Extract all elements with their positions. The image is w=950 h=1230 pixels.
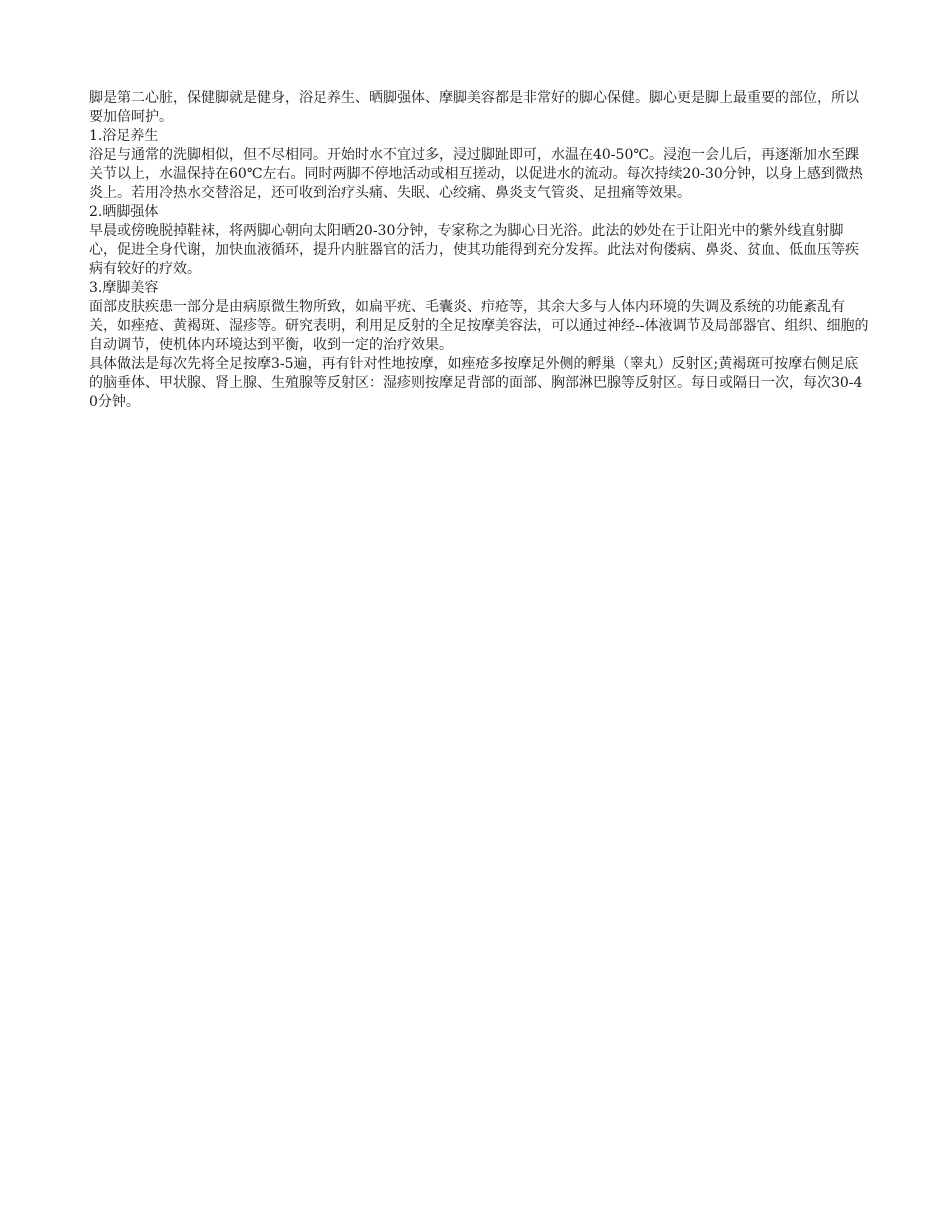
- section-paragraph-massage-1: 面部皮肤疾患一部分是由病原微生物所致，如扁平疣、毛囊炎、疖疮等，其余大多与人体内环境的失调及系统的功能紊乱有关，如痤疮、黄褐斑、湿疹等。研究表明，利用足反射的全足按摩美容法，可以通过神经--体液调节及局部器官、组织、细胞的自动调节，使机体内环境达到平衡，收到一定的治疗效果。: [89, 299, 869, 353]
- section-heading-sunbath: 2.晒脚强体: [89, 204, 159, 220]
- section-paragraph-sunbath: 早晨或傍晚脱掉鞋袜，将两脚心朝向太阳晒20-30分钟，专家称之为脚心日光浴。此法的妙处在于让阳光中的紫外线直射脚心，促进全身代谢，加快血液循环，提升内脏器官的活力，使其功能得到充分发挥。此法对佝偻病、鼻炎、贫血、低血压等疾病有较好的疗效。: [89, 223, 859, 277]
- section-paragraph-bath: 浴足与通常的洗脚相似，但不尽相同。开始时水不宜过多，浸过脚趾即可，水温在40-50℃。浸泡一会儿后，再逐渐加水至踝关节以上，水温保持在60℃左右。同时两脚不停地活动或相互搓动，以促进水的流动。每次持续20-30分钟，以身上感到微热炎上。若用冷热水交替浴足，还可收到治疗头痛、失眠、心绞痛、鼻炎支气管炎、足扭痛等效果。: [89, 147, 863, 201]
- document-page: [89, 89, 869, 412]
- section-heading-massage: 3.摩脚美容: [89, 280, 159, 296]
- section-heading-bath: 1.浴足养生: [89, 128, 159, 144]
- section-paragraph-massage-2: 具体做法是每次先将全足按摩3-5遍，再有针对性地按摩，如痤疮多按摩足外侧的孵巢（睾丸）反射区;黄褐斑可按摩右侧足底的脑垂体、甲状腺、肾上腺、生殖腺等反射区：湿疹则按摩足背部的面部、胸部淋巴腺等反射区。每日或隔日一次，每次30-40分钟。: [89, 356, 863, 410]
- intro-paragraph: 脚是第二心脏，保健脚就是健身，浴足养生、晒脚强体、摩脚美容都是非常好的脚心保健。脚心更是脚上最重要的部位，所以要加倍呵护。: [89, 90, 859, 125]
